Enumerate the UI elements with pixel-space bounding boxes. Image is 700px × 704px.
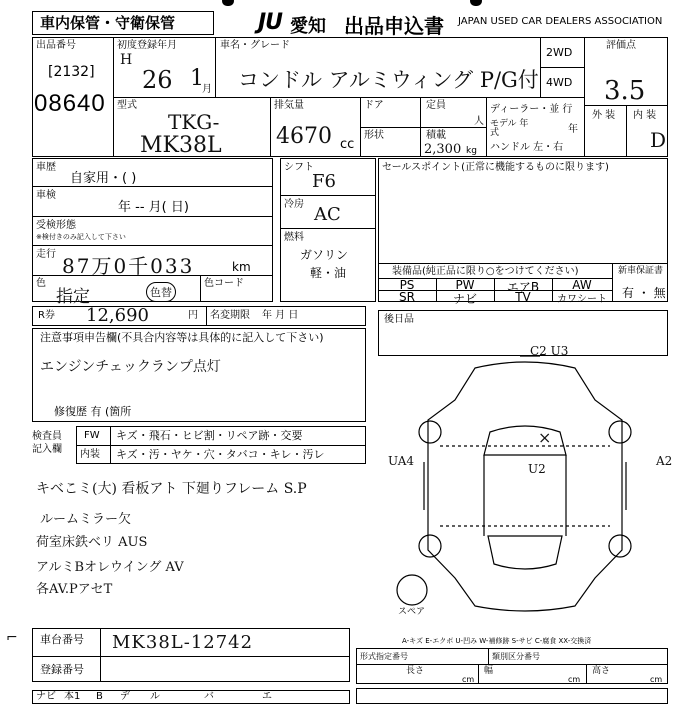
later-label: 後日品 [384,314,414,325]
diagram-center-note: U2 [528,462,546,476]
dealer-year-label: モデル 年式 [490,119,529,138]
width-label: 幅 [484,666,494,676]
equip-sr: SR [399,290,415,304]
bottom-item-2: 本1 [64,691,81,702]
fuel-sub: 軽・油 [310,266,347,280]
notes-entry: エンジンチェックランプ点灯 [40,359,221,375]
car-label: 車名・グレード [220,40,290,51]
dealer-label: ディーラー・並 行 [490,104,573,115]
ac-label: 冷房 [284,199,304,210]
equip-pw: PW [455,278,475,292]
history-label: 車歴 [36,162,56,173]
ac-value: AC [314,204,341,225]
reg-month-unit: 月 [202,84,212,95]
category-label: 類別区分番号 [492,652,540,661]
width-unit: cm [568,675,581,684]
bottom-item-6: バ [204,691,214,702]
punch-hole-right [470,0,482,6]
exterior-label: 外 装 [592,110,616,121]
load-value: 2,300 [424,142,462,157]
reg-era: H [120,52,133,68]
grade-score: 3.5 [604,76,646,106]
wheel-spare [397,575,427,605]
shift-value: F6 [312,171,336,192]
fuel-value: ガソリン [300,248,349,262]
punch-hole-left [222,0,234,6]
interior-check-items: キズ・汚・ヤケ・穴・タバコ・キレ・汚レ [116,448,325,461]
form-title: 出品申込書 [344,14,444,38]
inspection-value: 年 -- 月( 日) [118,200,189,215]
disp-unit: cc [340,137,355,152]
equip-airbag: エアB [506,280,540,294]
damage-legend: A-キズ E-エクボ U-凹み W-補修跡 S-サビ C-腐食 XX-交換済 [402,637,592,645]
lot-label: 出品番号 [36,40,76,51]
signature-mark: ⌐ [6,630,18,646]
equip-tv: TV [515,290,531,304]
branch-name: 愛知 [290,16,326,37]
interior-check-label: 内装 [80,449,100,460]
length-unit: cm [462,675,475,684]
bottom-item-5: ル [150,691,160,702]
load-label: 積載 [426,130,446,141]
form-inspect-label: 受検形態 [36,220,76,231]
remark-line-4: アルミBオレウイング AV [36,560,184,575]
lot-sub: [2132] [48,64,95,80]
diagram-body-outline [428,362,622,611]
remark-line-1: キベこミ(大) 看板アト 下廻りフレーム S.P [36,481,307,497]
bottom-item-3: B [96,691,103,702]
grade-label: 評価点 [606,40,636,51]
color-code-label: 色コード [204,278,244,289]
spare-label: スペア [398,607,426,617]
bottom-item-1: ナビ [36,691,56,702]
repair-label: 修復歴 有 (箇所 [54,405,132,418]
fuel-label: 燃料 [284,232,304,243]
warranty-value: 有 ・ 無 [622,286,666,300]
diagram-x-mark: × [538,428,552,447]
reg-month: 1 [190,66,204,91]
shift-label: シフト [284,162,314,173]
registration-label: 登録番号 [40,663,84,676]
diagram-left-note: UA4 [388,454,415,468]
disp-value: 4670 [276,124,332,149]
load-unit: kg [466,146,477,156]
storage-label: 車内保管・守衛保管 [40,14,176,32]
recycle-row [32,306,366,326]
bottom-item-7: エ [262,691,272,702]
drive-2wd: 2WD [546,46,573,59]
recycle-value: 12,690 [86,305,149,326]
mileage-unit: km [232,260,251,274]
warranty-label: 新車保証書 [618,266,664,276]
equip-label: 装備品(純正品に限り○をつけてください) [392,266,579,277]
lot-number: 08640 [34,90,106,117]
history-value: 自家用・( ) [70,171,137,186]
door-label: ドア [364,100,384,111]
diagram-front-window [484,426,566,455]
wheel-front-right [609,421,631,443]
interior-value: D [650,128,667,152]
height-label: 高さ [592,666,611,676]
mileage-value: 87万0千033 [62,254,195,278]
remark-line-3: 荷室床鉄ベリ AUS [36,535,148,550]
handle-label: ハンドル 左・右 [490,142,564,153]
dealer-year-unit: 年 [568,124,578,135]
recycle-label: R券 [38,310,55,321]
reg-year: 26 [142,66,173,94]
remark-line-2: ルームミラー欠 [40,512,132,527]
color-label: 色 [36,278,46,289]
wheel-front-left [419,421,441,443]
equip-aw: AW [572,278,592,292]
cap-label: 定員 [426,100,446,111]
inspector-label: 検査員 記入欄 [32,431,62,455]
transfer-label: 名変期限 [210,310,250,321]
diagram-top-note: C2 U3 [530,344,569,358]
car-name: コンドル アルミウィング P/G付 [238,68,539,92]
shape-label: 形状 [364,130,384,141]
association-name: JAPAN USED CAR DEALERS ASSOCIATION [458,16,663,27]
form-inspect-note: ※検付きのみ記入して下さい [36,233,126,241]
transfer-value: 年 月 日 [262,310,299,321]
equip-ps: PS [399,278,415,292]
wheel-rear-left [419,535,441,557]
equip-navi: ナビ [452,292,477,306]
mileage-label: 走行 [36,249,56,260]
diagram-rear-window [488,536,562,569]
remark-line-5: 各AV.PアセT [36,582,113,597]
diagram-right-note: A2 [656,454,673,468]
color-mark: 色替 [146,282,176,302]
length-label: 長さ [406,666,425,676]
selling-label: セールスポイント(正常に機能するものに限ります) [382,162,609,173]
recycle-unit: 円 [188,310,198,321]
chassis-value: MK38L-12742 [112,632,254,653]
inspection-label: 車検 [36,190,56,201]
type-designation-label: 形式指定番号 [360,652,408,661]
model-label: 型式 [117,100,137,111]
wheel-rear-right [609,535,631,557]
fw-items: キズ・飛石・ヒビ割・リペア跡・交要 [116,429,303,442]
model-line2: MK38L [140,133,222,158]
car-diagram [380,350,673,620]
fw-label: FW [84,430,100,441]
chassis-label: 車台番号 [40,633,84,646]
ju-logo: JU [258,10,283,35]
model-line1: TKG- [168,110,220,134]
cap-unit: 人 [474,116,484,127]
interior-label: 内 装 [633,110,657,121]
notes-label: 注意事項申告欄(不具合内容等は具体的に記入して下さい) [40,331,324,344]
reg-label: 初度登録年月 [117,40,177,51]
height-unit: cm [650,675,663,684]
disp-label: 排気量 [274,100,304,111]
bottom-item-4: デ [120,691,130,702]
equip-leather-seat: カワシート [557,294,607,305]
color-value: 指定 [56,287,90,307]
drive-4wd: 4WD [546,76,573,89]
